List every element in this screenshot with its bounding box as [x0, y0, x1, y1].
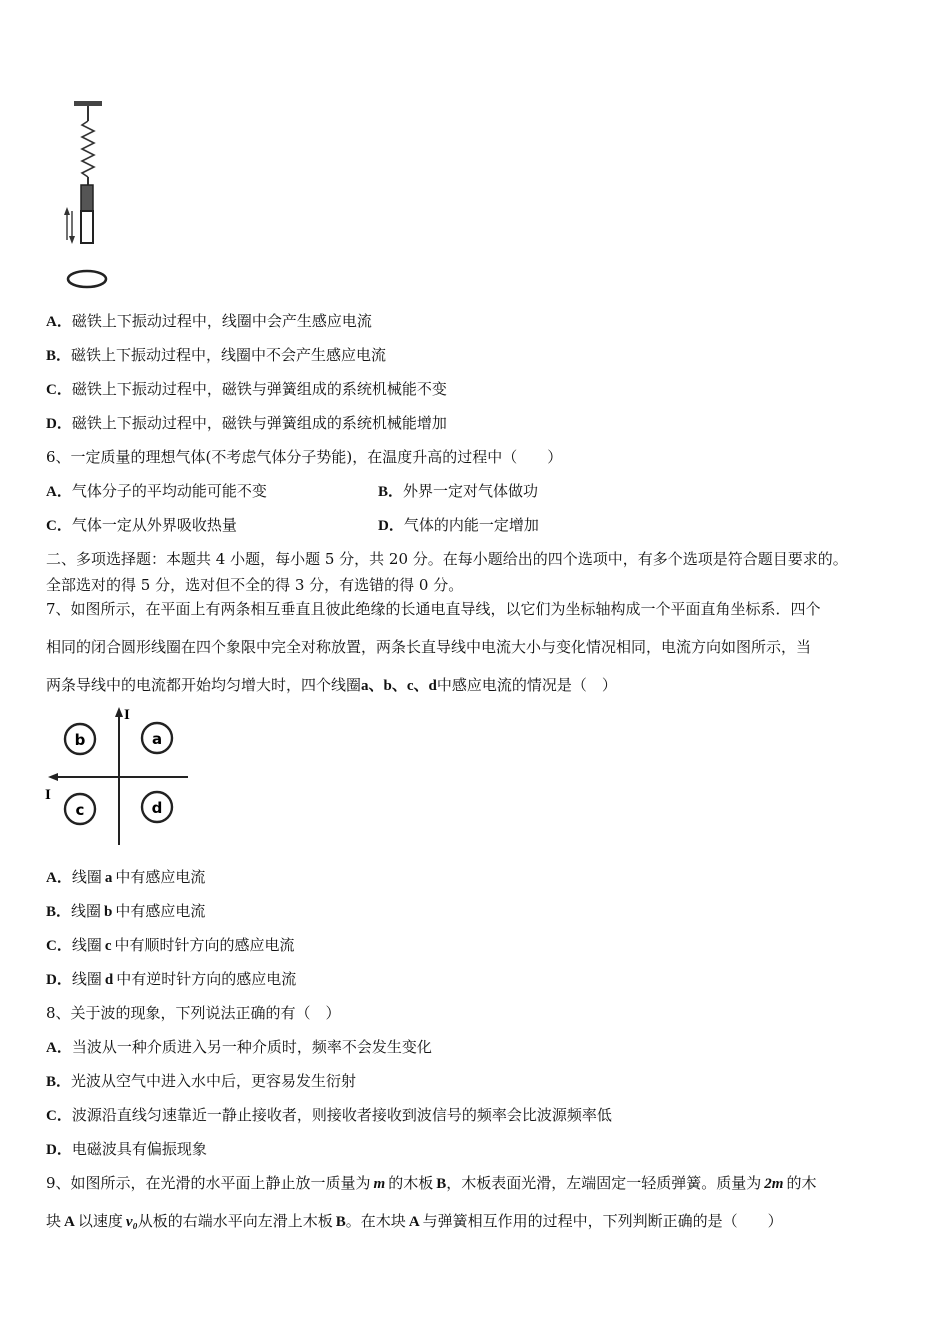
q7-coil-letters: a、b、c、d	[361, 678, 437, 694]
option-text-pre: 线圈	[71, 868, 102, 886]
magnet-bottom	[81, 211, 93, 243]
option-text-pre: 线圈	[71, 936, 102, 954]
q5-option-d[interactable]	[46, 413, 447, 434]
option-text: 波源沿直线匀速靠近一静止接收者，则接收者接收到波信号的频率会比波源频率低	[71, 1106, 612, 1124]
q5-option-b[interactable]	[46, 345, 386, 366]
q7-stem-line2: 相同的闭合圆形线圈在四个象限中完全对称放置，两条长直导线中电流大小与变化情况相同，电流方向如图所示，当	[46, 638, 812, 656]
horizontal-current-label: I	[45, 787, 51, 803]
option-letter: B．	[378, 484, 404, 500]
q9-text: 。在木块	[345, 1212, 406, 1230]
q7-option-d[interactable]	[46, 969, 296, 990]
option-text: 外界一定对气体做功	[403, 482, 539, 500]
arrow-down-head	[69, 236, 75, 244]
wires-coils-figure	[40, 703, 192, 849]
option-text: 磁铁上下振动过程中，磁铁与弹簧组成的系统机械能增加	[71, 414, 447, 432]
q9-velocity: v₀	[125, 1214, 138, 1230]
horizontal-wire-arrow	[48, 773, 58, 781]
option-letter: D．	[378, 518, 404, 534]
support-bar	[74, 101, 102, 106]
q9-text: 9、如图所示，在光滑的水平面上静止放一质量为	[46, 1174, 371, 1192]
q8-option-a[interactable]	[46, 1037, 432, 1058]
q9-text: 从板的右端水平向左滑上木板	[137, 1212, 333, 1230]
q9-text: 的木	[786, 1174, 817, 1192]
spring	[82, 121, 94, 177]
vertical-wire-arrow	[115, 707, 123, 717]
q9-mass-m: m	[373, 1176, 386, 1192]
section-2-heading: 二、多项选择题：本题共 4 小题，每小题 5 分，共 20 分。在每小题给出的四个选项中，有多个选项是符合题目要求的。	[46, 550, 848, 568]
option-text: 气体的内能一定增加	[403, 516, 539, 534]
option-text-post: 中有感应电流	[115, 868, 206, 886]
option-text: 光波从空气中进入水中后，更容易发生衍射	[71, 1072, 357, 1090]
option-coil: c	[104, 938, 112, 954]
section-2-scoring: 全部选对的得 5 分，选对但不全的得 3 分，有选错的得 0 分。	[46, 576, 464, 594]
q7-stem-post: 中感应电流的情况是（ ）	[436, 676, 617, 694]
coil-b-label: b	[74, 731, 86, 749]
q6-option-a[interactable]	[46, 481, 267, 502]
q9-board-b: B	[335, 1214, 346, 1230]
coil-ring	[68, 271, 106, 287]
option-letter: D．	[46, 416, 72, 432]
option-letter: B．	[46, 1074, 72, 1090]
q9-stem-line2	[46, 1211, 783, 1232]
option-letter: B．	[46, 904, 72, 920]
option-letter: C．	[46, 382, 72, 398]
q6-option-c[interactable]	[46, 515, 237, 536]
q8-option-b[interactable]	[46, 1071, 356, 1092]
q7-option-b[interactable]	[46, 901, 205, 922]
q8-stem: 8、关于波的现象，下列说法正确的有（ ）	[46, 1004, 341, 1022]
q5-option-c[interactable]	[46, 379, 447, 400]
option-text: 当波从一种介质进入另一种介质时，频率不会发生变化	[71, 1038, 432, 1056]
option-letter: D．	[46, 1142, 72, 1158]
q7-stem-pre: 两条导线中的电流都开始均匀增大时，四个线圈	[46, 676, 362, 694]
q8-option-c[interactable]	[46, 1105, 612, 1126]
coil-c-label: c	[75, 801, 85, 819]
q9-text: 以速度	[77, 1212, 123, 1230]
q7-option-c[interactable]	[46, 935, 295, 956]
q9-block-a: A	[64, 1214, 75, 1230]
option-text: 气体分子的平均动能可能不变	[71, 482, 267, 500]
q9-text: ，木板表面光滑，左端固定一轻质弹簧。质量为	[446, 1174, 762, 1192]
coil-d-label: d	[151, 799, 163, 817]
spring-magnet-figure	[55, 95, 115, 295]
option-text: 磁铁上下振动过程中，线圈中会产生感应电流	[71, 312, 372, 330]
q5-option-a[interactable]	[46, 311, 372, 332]
option-text-pre: 线圈	[71, 970, 102, 988]
option-text: 磁铁上下振动过程中，线圈中不会产生感应电流	[71, 346, 387, 364]
option-text-post: 中有逆时针方向的感应电流	[116, 970, 297, 988]
option-coil: d	[104, 972, 114, 988]
option-text: 电磁波具有偏振现象	[71, 1140, 207, 1158]
q9-text: 与弹簧相互作用的过程中，下列判断正确的是（ ）	[422, 1212, 783, 1230]
option-text: 气体一定从外界吸收热量	[71, 516, 237, 534]
q6-option-d[interactable]	[378, 515, 539, 536]
q9-mass-2m: 2m	[764, 1176, 784, 1192]
q7-stem-line3	[46, 675, 617, 696]
magnet-top	[81, 185, 93, 211]
q9-board-b: B	[436, 1176, 447, 1192]
q9-text: 的木板	[388, 1174, 434, 1192]
option-letter: D．	[46, 972, 72, 988]
q9-block-a: A	[408, 1214, 420, 1230]
option-letter: B．	[46, 348, 72, 364]
option-coil: b	[104, 904, 113, 920]
option-letter: C．	[46, 938, 72, 954]
coil-a-label: a	[151, 730, 163, 748]
q6-stem: 6、一定质量的理想气体(不考虑气体分子势能)，在温度升高的过程中（ ）	[46, 448, 563, 466]
option-text-post: 中有顺时针方向的感应电流	[114, 936, 295, 954]
q7-option-a[interactable]	[46, 867, 205, 888]
option-coil: a	[104, 870, 113, 886]
option-text-pre: 线圈	[71, 902, 102, 920]
q9-text: 块	[46, 1212, 62, 1230]
option-letter: A．	[46, 1040, 72, 1056]
q8-option-d[interactable]	[46, 1139, 207, 1160]
q6-option-b[interactable]	[378, 481, 538, 502]
arrow-up-head	[64, 207, 70, 215]
option-letter: C．	[46, 518, 72, 534]
option-letter: A．	[46, 314, 72, 330]
q9-stem-line1	[46, 1173, 816, 1194]
option-letter: A．	[46, 870, 72, 886]
option-letter: C．	[46, 1108, 72, 1124]
q7-stem-line1: 7、如图所示，在平面上有两条相互垂直且彼此绝缘的长通电直导线，以它们为坐标轴构成一个平面直角坐标系．四个	[46, 600, 821, 618]
option-text-post: 中有感应电流	[115, 902, 206, 920]
option-letter: A．	[46, 484, 72, 500]
option-text: 磁铁上下振动过程中，磁铁与弹簧组成的系统机械能不变	[71, 380, 447, 398]
vertical-current-label: I	[124, 707, 130, 723]
